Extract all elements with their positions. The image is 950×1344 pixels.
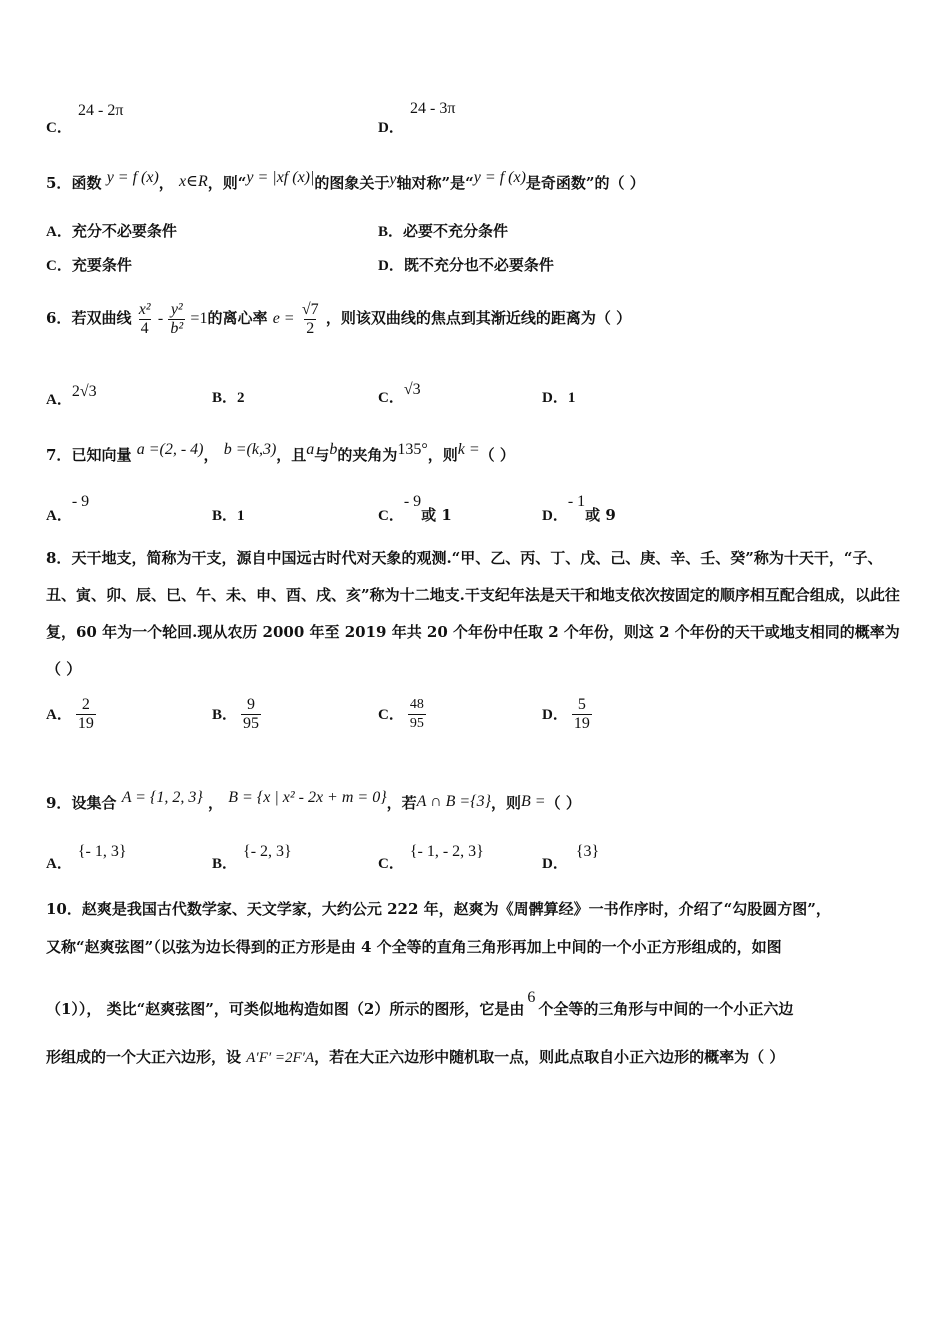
q8-number: 8． xyxy=(46,549,72,567)
q10-line-2: 又称“赵爽弦图”（以弦为边长得到的正方形是由 4 个全等的直角三角形再加上中间的一个小正方形组成的，如图 xyxy=(46,938,782,956)
q7-option-d: D．- 1或 9 xyxy=(542,493,616,524)
q9-option-c: C．{- 1, - 2, 3} xyxy=(378,843,484,872)
q5-number: 5． xyxy=(46,174,72,192)
q5-expr-2: x∈R xyxy=(179,173,208,190)
q5-expr-4: y xyxy=(389,171,397,188)
q9-stem: 9．设集合 A = {1, 2, 3} ， B = {x | x² - 2x + m = 0}，若A ∩ B ={3}，则B =（ ） xyxy=(46,789,581,812)
q9-number: 9． xyxy=(46,794,72,812)
q10-line-4: 形组成的一个大正六边形，设 A′F′ =2F′A，若在大正六边形中随机取一点，则此点取自小正六边形的概率为（ ） xyxy=(46,1048,785,1066)
q10-line-3: （1））， 类比“赵爽弦图”，可类似地构造如图（2）所示的图形，它是由6个全等的三角形与中间的一个小正六边 xyxy=(46,989,794,1018)
q9-option-a: A．{- 1, 3} xyxy=(46,843,127,872)
q8-option-d: D． $\frac{5}{19}$ xyxy=(542,696,590,732)
q4-option-d-label: D． xyxy=(378,120,404,136)
q7-option-a: A．- 9 xyxy=(46,493,90,524)
q5-expr-1: y = f (x) xyxy=(106,169,159,186)
q8-stem xyxy=(46,540,908,688)
q6-option-d: D．1 xyxy=(542,390,576,406)
q9-option-d: D．{3} xyxy=(542,843,600,872)
q4-option-c-label: C． xyxy=(46,120,72,136)
q7-number: 7． xyxy=(46,446,72,464)
q6-fraction-y: $\frac{\text{y²}}{\text{b²}}$ xyxy=(170,300,184,337)
q4-option-c-expr: 24 - 2π xyxy=(78,102,124,119)
q5-option-d: D．既不充分也不必要条件 xyxy=(378,256,554,274)
q8-option-c: C． $\frac{48}{95}$ xyxy=(378,697,424,731)
q6-option-a: A．2√3 xyxy=(46,383,97,408)
q5-option-a: A．充分不必要条件 xyxy=(46,222,177,240)
q7-option-b: B．1 xyxy=(212,508,245,524)
q5-expr-5: y = f (x) xyxy=(473,169,526,186)
q9-option-b: B．{- 2, 3} xyxy=(212,843,292,872)
q6-fraction-e: $\frac{√7}{2}$ xyxy=(301,300,319,337)
q10-line-1: 10．赵爽是我国古代数学家、天文学家，大约公元 222 年，赵爽为《周髀算经》一书作序时，介绍了“勾股圆方图”， xyxy=(46,900,831,918)
q5-stem: 5．函数 y = f (x)， x∈R，则“y = |xf (x)|的图象关于y轴对称”是“y = f (x)是奇函数”的（ ） xyxy=(46,169,645,192)
q6-number: 6． xyxy=(46,309,72,327)
q10-number: 10． xyxy=(46,900,82,918)
q5-option-b: B．必要不充分条件 xyxy=(378,222,509,240)
q6-option-c: C．√3 xyxy=(378,381,421,406)
q7-stem: 7．已知向量 a =(2, - 4)， b =(k,3)，且a与b的夹角为135°，则k =（ ） xyxy=(46,441,515,464)
q4-option-d-expr: 24 - 3π xyxy=(410,100,456,117)
q6-stem: 6．若双曲线 $\frac{\text{x²}}{4}$ - $\frac{\text{y²}}{\text{b²}}$ =1的离心率 e = $\frac{√7}{2}$ ，则该双曲线的焦点到其渐近线的距离为（ ） xyxy=(46,300,632,337)
q8-text: 天干地支，简称为干支，源自中国远古时代对天象的观测.“甲、乙、丙、丁、戊、己、庚、辛、壬、癸”称为十天干，“子、丑、寅、卯、辰、巳、午、未、申、酉、戌、亥”称为十二地支.干支纪年法是天干和地支依次按固定的顺序相互配合组成，以此往复，60 年为一个轮回.现从农历 2000 年至 2019 年共 20 个年份中任取 2 个年份，则这 2 个年份的天干或地支相同的概率为（ ） xyxy=(46,549,900,678)
q5-expr-3: y = |xf (x)| xyxy=(246,169,315,186)
q7-option-c: C．- 9或 1 xyxy=(378,493,452,524)
q6-option-b: B．2 xyxy=(212,390,245,406)
q6-fraction-x: $\frac{\text{x²}}{4}$ xyxy=(138,300,151,337)
q8-option-b: B． $\frac{9}{95}$ xyxy=(212,696,260,732)
q8-option-a: A． $\frac{2}{19}$ xyxy=(46,696,94,732)
q5-option-c: C．充要条件 xyxy=(46,256,132,274)
